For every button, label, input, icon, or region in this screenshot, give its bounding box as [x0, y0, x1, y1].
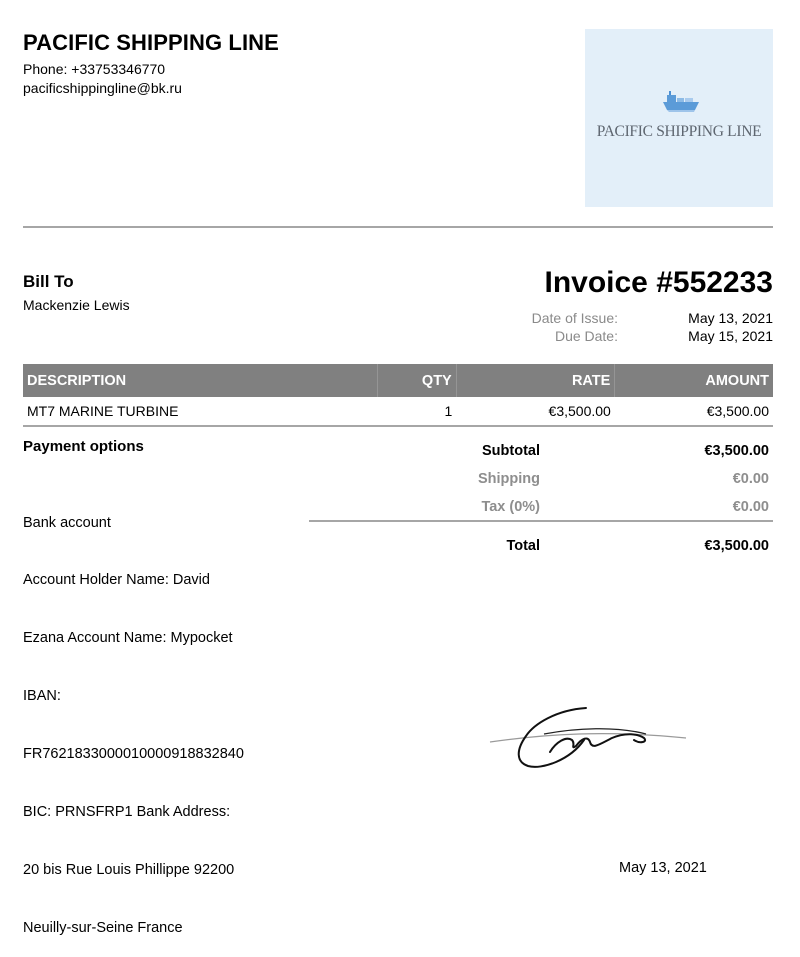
bill-to-label: Bill To — [23, 272, 74, 291]
payment-line: FR7621833000010000918832840 — [23, 746, 244, 763]
date-of-issue-label: Date of Issue: — [531, 310, 618, 326]
payment-line: 20 bis Rue Louis Phillippe 92200 — [23, 861, 235, 878]
invoice-title: Invoice #552233 — [544, 266, 773, 299]
payment-line: IBAN: — [23, 688, 61, 705]
tax-label: Tax (0%) — [481, 499, 540, 515]
subtotal-label: Subtotal — [482, 443, 540, 459]
signature-image — [486, 700, 691, 775]
header-qty: QTY — [377, 364, 456, 397]
payment-line: BIC: PRNSFRP1 Bank Address: — [23, 804, 231, 821]
item-qty: 1 — [377, 397, 456, 426]
bill-to-name: Mackenzie Lewis — [23, 297, 130, 313]
payment-line: Account Holder Name: David — [23, 572, 210, 589]
due-date-value: May 15, 2021 — [688, 328, 773, 344]
signature-date: May 13, 2021 — [619, 860, 707, 876]
table-row — [23, 397, 773, 426]
shipping-label: Shipping — [477, 471, 540, 487]
subtotal-value: €3,500.00 — [704, 443, 769, 459]
payment-line: Ezana Account Name: Mypocket — [23, 630, 233, 647]
due-date-label: Due Date: — [554, 328, 618, 344]
item-rate: €3,500.00 — [456, 397, 615, 426]
header-amount: AMOUNT — [615, 364, 773, 397]
company-phone: Phone: +33753346770 — [23, 61, 166, 77]
payment-line: Bank account — [23, 514, 111, 531]
header-divider — [23, 226, 773, 228]
total-value: €3,500.00 — [704, 538, 769, 554]
line-items-table — [23, 364, 773, 427]
payment-details — [23, 475, 244, 957]
company-email: pacificshippingline@bk.ru — [23, 80, 182, 96]
item-description: MT7 MARINE TURBINE — [23, 397, 377, 426]
payment-line: Neuilly-sur-Seine France — [23, 919, 183, 936]
tax-value: €0.00 — [732, 499, 769, 515]
logo-text: PACIFIC SHIPPING LINE — [596, 123, 762, 140]
table-header-row — [23, 364, 773, 397]
date-of-issue-value: May 13, 2021 — [688, 310, 773, 326]
company-logo — [585, 29, 773, 207]
totals-divider — [309, 520, 773, 522]
item-amount: €3,500.00 — [615, 397, 773, 426]
total-label: Total — [506, 538, 540, 554]
shipping-value: €0.00 — [732, 471, 769, 487]
cargo-ship-icon — [662, 91, 700, 113]
header-rate: RATE — [456, 364, 615, 397]
company-name: PACIFIC SHIPPING LINE — [23, 30, 279, 55]
payment-options-title: Payment options — [23, 438, 144, 455]
header-description: DESCRIPTION — [23, 364, 377, 397]
